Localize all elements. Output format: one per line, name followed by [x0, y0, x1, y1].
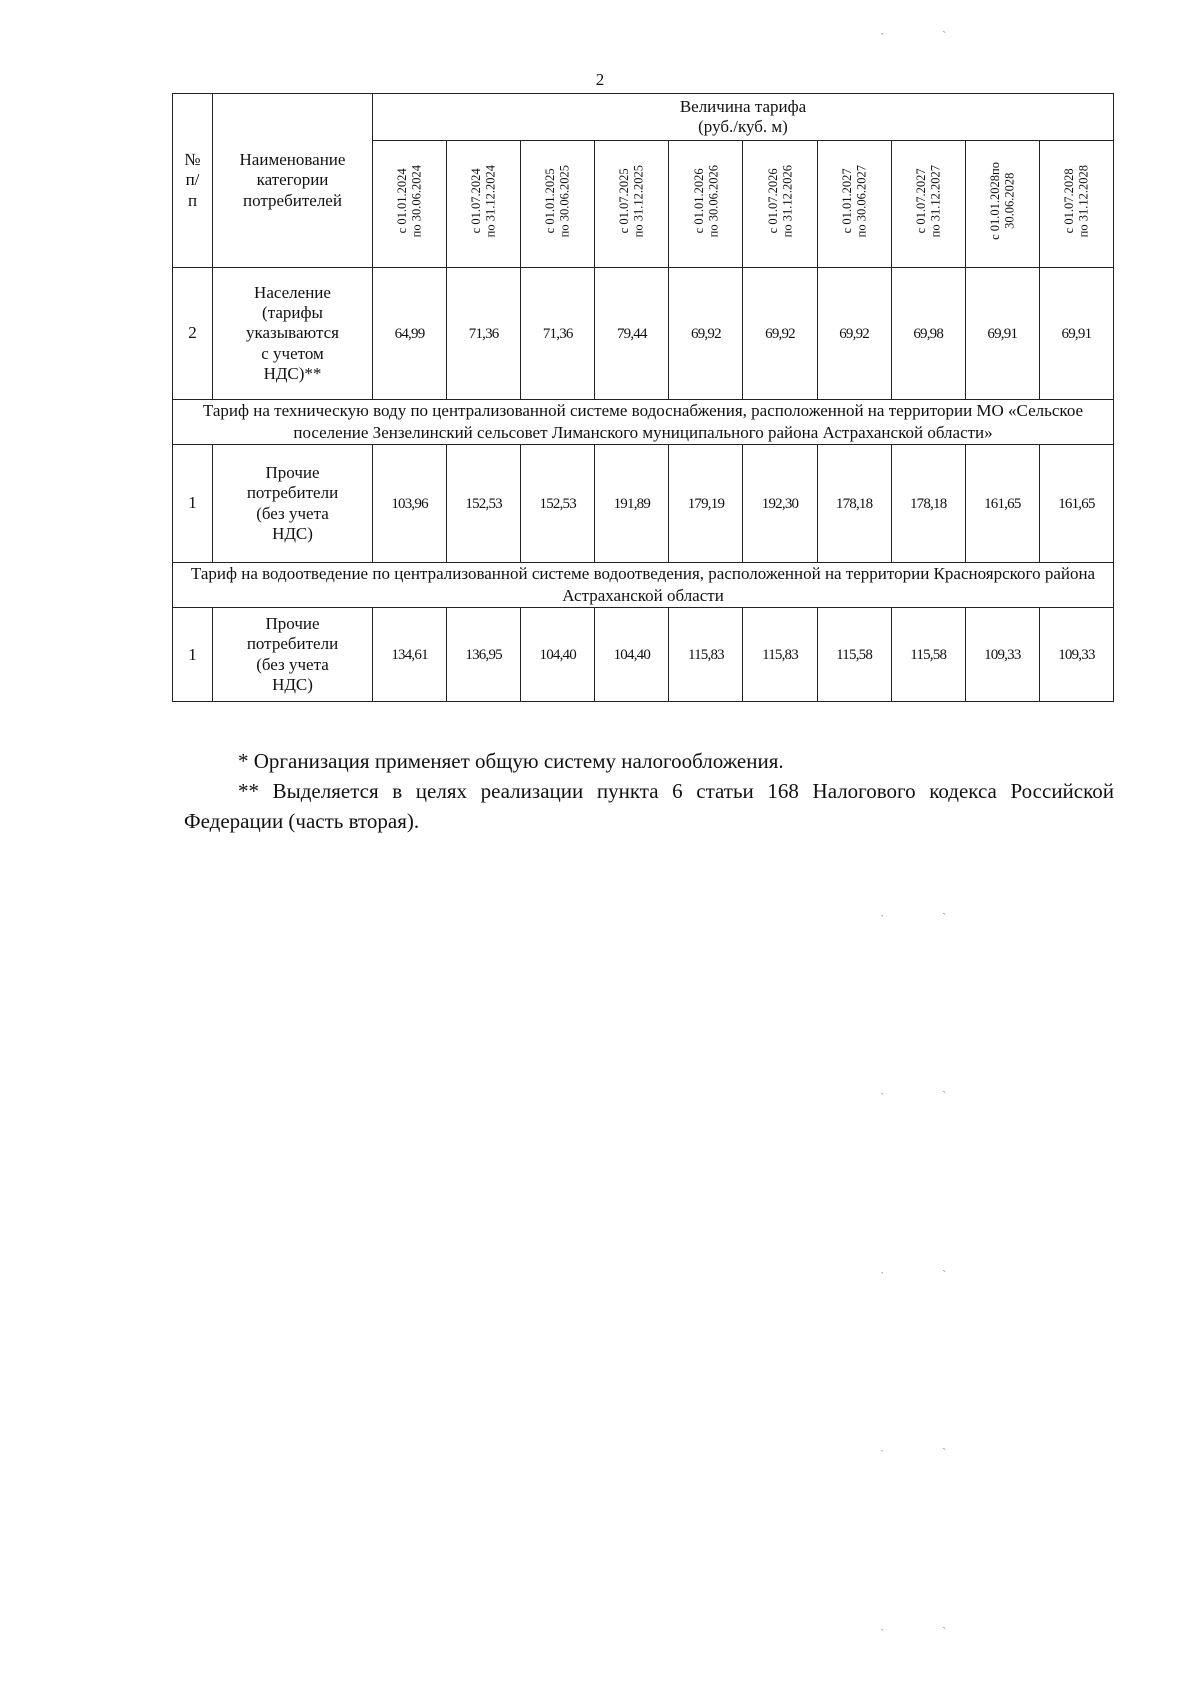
tariff-value: 178,18 — [891, 445, 965, 563]
tariff-value: 179,19 — [669, 445, 743, 563]
tariff-value: 115,83 — [743, 608, 817, 702]
tariff-value: 152,53 — [447, 445, 521, 563]
tariff-value: 191,89 — [595, 445, 669, 563]
footnote-2: ** Выделяется в целях реализации пункта 6 статьи 168 Налогового кодекса Российской Федерации (часть вторая). — [184, 779, 1114, 833]
period-label: с 01.01.2027 по 30.06.2027 — [839, 165, 869, 238]
tariff-value: 71,36 — [521, 268, 595, 400]
consumer-category: Население (тарифы указываются с учетом НДС)** — [213, 268, 373, 400]
header-period — [595, 141, 669, 268]
scan-mark: · — [880, 908, 885, 923]
header-tariff-value: Величина тарифа (руб./куб. м) — [373, 94, 1114, 141]
header-period — [965, 141, 1039, 268]
footnote-1: * Организация применяет общую систему налогообложения. — [238, 749, 784, 773]
page-number: 2 — [595, 70, 605, 89]
scan-mark: ` — [942, 910, 947, 925]
scan-mark: ` — [942, 28, 947, 43]
header-period — [1039, 141, 1113, 268]
table-row — [173, 445, 1114, 563]
tariff-value: 115,58 — [817, 608, 891, 702]
tariff-value: 69,91 — [1039, 268, 1113, 400]
header-period — [817, 141, 891, 268]
scan-mark: · — [880, 1622, 885, 1637]
scan-mark: ` — [942, 1088, 947, 1103]
tariff-value: 103,96 — [373, 445, 447, 563]
scan-mark: ` — [942, 1445, 947, 1460]
table-row — [173, 268, 1114, 400]
scan-mark: · — [880, 1265, 885, 1280]
section-title: Тариф на техническую воду по централизованной системе водоснабжения, расположенной на территории МО «Сельское поселение Зензелинский сельсовет Лиманского муниципального района Астраханской области» — [173, 400, 1114, 445]
tariff-value: 115,58 — [891, 608, 965, 702]
header-period — [373, 141, 447, 268]
table-body — [173, 268, 1114, 702]
scan-mark: · — [880, 1086, 885, 1101]
period-label: с 01.07.2024 по 31.12.2024 — [469, 165, 498, 238]
scan-mark: ` — [942, 1624, 947, 1639]
footnotes — [184, 746, 1114, 836]
tariff-value: 192,30 — [743, 445, 817, 563]
period-label: с 01.07.2027 по 31.12.2027 — [913, 165, 943, 238]
header-period — [669, 141, 743, 268]
tariff-value: 109,33 — [965, 608, 1039, 702]
tariff-value: 71,36 — [447, 268, 521, 400]
header-period — [743, 141, 817, 268]
section-title-row — [173, 400, 1114, 445]
tariff-value: 136,95 — [447, 608, 521, 702]
header-num: № п/ п — [173, 94, 213, 268]
period-label: с 01.01.2024 по 30.06.2024 — [395, 165, 424, 238]
section-title-row — [173, 563, 1114, 608]
tariff-value: 69,92 — [817, 268, 891, 400]
table-row — [173, 608, 1114, 702]
tariff-table — [172, 93, 1114, 702]
tariff-value: 178,18 — [817, 445, 891, 563]
header-period — [447, 141, 521, 268]
tariff-value: 69,92 — [669, 268, 743, 400]
tariff-value: 115,83 — [669, 608, 743, 702]
header-period — [891, 141, 965, 268]
scan-mark: ` — [942, 1267, 947, 1282]
tariff-value: 79,44 — [595, 268, 669, 400]
consumer-category: Прочие потребители (без учета НДС) — [213, 608, 373, 702]
header-period — [521, 141, 595, 268]
section-title: Тариф на водоотведение по централизованной системе водоотведения, расположенной на территории Красноярского района Астраханской области — [173, 563, 1114, 608]
consumer-category: Прочие потребители (без учета НДС) — [213, 445, 373, 563]
row-number: 2 — [173, 268, 213, 400]
period-label: с 01.07.2025 по 31.12.2025 — [617, 165, 646, 238]
scan-mark: · — [880, 1443, 885, 1458]
period-label: с 01.07.2028 по 31.12.2028 — [1062, 165, 1091, 238]
scan-mark: · — [880, 26, 885, 41]
tariff-value: 161,65 — [1039, 445, 1113, 563]
tariff-value: 104,40 — [521, 608, 595, 702]
tariff-value: 69,92 — [743, 268, 817, 400]
tariff-value: 69,98 — [891, 268, 965, 400]
row-number: 1 — [173, 608, 213, 702]
period-label: с 01.07.2026 по 31.12.2026 — [765, 165, 795, 238]
tariff-value: 104,40 — [595, 608, 669, 702]
header-category-name: Наименование категории потребителей — [213, 94, 373, 268]
tariff-value: 64,99 — [373, 268, 447, 400]
period-label: с 01.01.2028по 30.06.2028 — [987, 162, 1017, 241]
tariff-value: 161,65 — [965, 445, 1039, 563]
tariff-value: 152,53 — [521, 445, 595, 563]
tariff-value: 109,33 — [1039, 608, 1113, 702]
row-number: 1 — [173, 445, 213, 563]
period-label: с 01.01.2026 по 30.06.2026 — [691, 165, 720, 238]
tariff-value: 69,91 — [965, 268, 1039, 400]
period-label: с 01.01.2025 по 30.06.2025 — [543, 165, 572, 238]
tariff-value: 134,61 — [373, 608, 447, 702]
table-header-row — [173, 94, 1114, 141]
